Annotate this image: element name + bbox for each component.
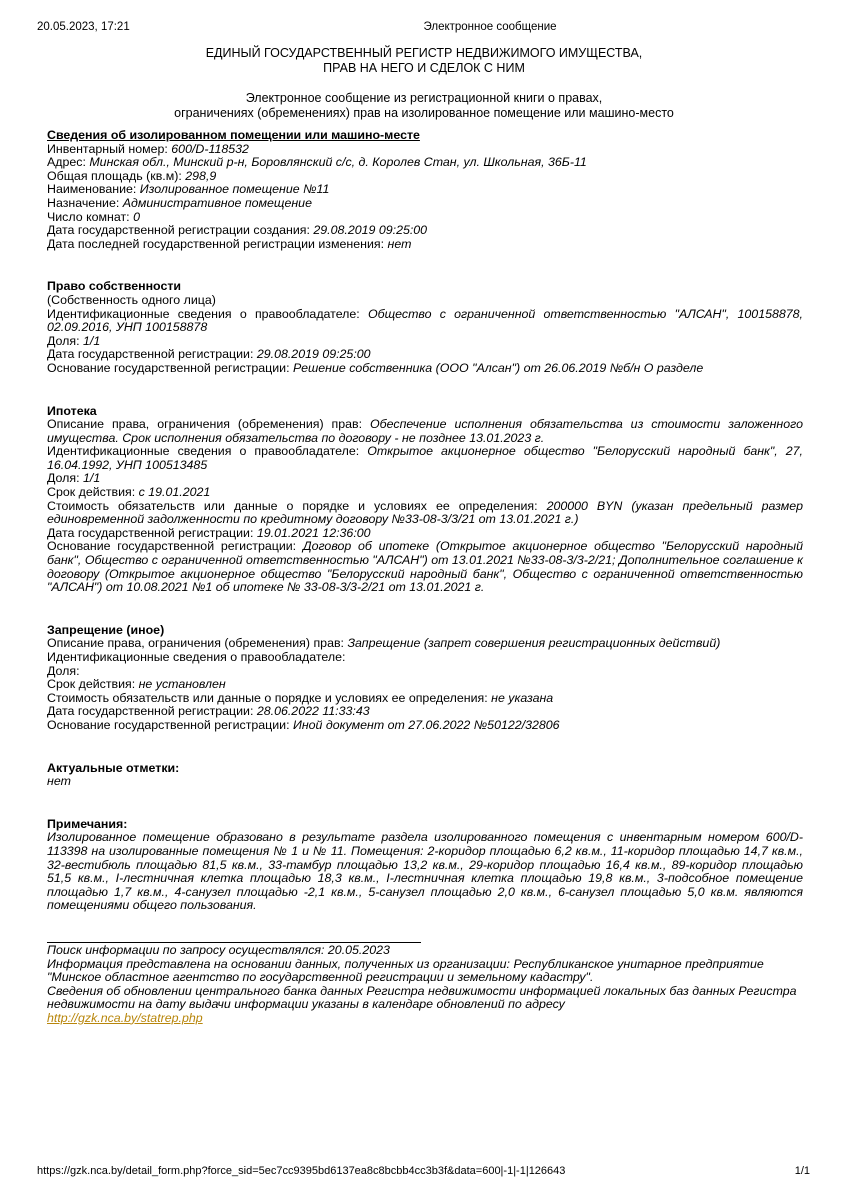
ownership-share-value: 1/1: [82, 333, 101, 348]
mortgage-reg-row: Дата государственной регистрации: 19.01.2021 12:36:00: [47, 525, 371, 540]
prohibition-basis-value: Иной документ от 27.06.2022 №50122/32806: [292, 717, 560, 732]
ownership-share-row: Доля: 1/1: [47, 333, 101, 348]
name-value: Изолированное помещение №11: [139, 182, 330, 197]
mortgage-holder-row: Идентификационные сведения о правообладателе: Открытое акционерное общество "Белорусский народный банк", 27, 16.04.1992, УНП 100513485: [47, 444, 803, 472]
marks-value: нет: [47, 774, 71, 789]
address-row: Адрес: Минская обл., Минский р-н, Боровлянский с/с, д. Королев Стан, ул. Школьная, 36Б-11: [47, 155, 587, 170]
ownership-holder-value: Общество с ограниченной ответственностью "АЛСАН", 100158878, 02.09.2016, УНП 100158878: [47, 306, 803, 335]
marks-section-title: Актуальные отметки:: [47, 760, 180, 775]
mortgage-desc-row: Описание права, ограничения (обременения) прав: Обеспечение исполнения обязательства из стоимости заложенного имущества. Срок исполнения обязательства по договору - не позднее 13.01.2023 г.: [47, 417, 803, 445]
prohibition-section-title: Запрещение (иное): [47, 622, 165, 637]
notes-value: Изолированное помещение образовано в результате раздела изолированного помещения с инвентарным номером 600/D-113398 на изолированные помещения № 1 и № 11. Помещения: 2-коридор площадью 6,2 кв.м., 11-коридор площадью 14,7 кв.м., 32-вестибюль площадью 81,5 кв.м., 33-тамбур площадью 13,2 кв.м., 29-коридор площадью 16,4 кв.м., 89-коридор площадью 51,5 кв.м., I-лестничная клетка площадью 18,3 кв.м., I-лестничная клетка площадью 19,8 кв.м., 3-подсобное помещение площадью 1,7 кв.м., 4-санузел площадью -2,1 кв.м., 5-санузел площадью 2,0 кв.м., 6-санузел площадью 5,0 кв.м. являются помещениями общего пользования.: [47, 830, 803, 913]
page-number: 1/1: [794, 1165, 810, 1177]
print-datetime: 20.05.2023, 17:21: [37, 21, 130, 33]
prohibition-reg-value: 28.06.2022 11:33:43: [256, 704, 370, 719]
prohibition-reg-row: Дата государственной регистрации: 28.06.2022 11:33:43: [47, 704, 370, 719]
update-calendar-link[interactable]: http://gzk.nca.by/statrep.php: [47, 1010, 203, 1025]
document-body: [47, 129, 803, 1025]
object-section: [47, 129, 803, 251]
marks-section: [47, 762, 803, 789]
heading-line-2: ПРАВ НА НЕГО И СДЕЛОК С НИМ: [323, 61, 525, 75]
mortgage-cost-value: 200000 BYN (указан предельный размер единовременной задолженности по кредитному договору №33-08-3/3/21 от 13.01.2021 г.): [47, 498, 803, 527]
changed-date-row: Дата последней государственной регистрации изменения: нет: [47, 236, 412, 251]
ownership-reg-value: 29.08.2019 09:25:00: [256, 347, 371, 362]
document-heading: [0, 46, 848, 121]
address-value: Минская обл., Минский р-н, Боровлянский с/с, д. Королев Стан, ул. Школьная, 36Б-11: [89, 155, 587, 170]
rooms-row: Число комнат: 0: [47, 209, 140, 224]
prohibition-cost-row: Стоимость обязательств или данные о порядке и условиях ее определения: не указана: [47, 690, 554, 705]
ownership-basis-row: Основание государственной регистрации: Решение собственника (ООО "Алсан") от 26.06.2019 №б/н О разделе: [47, 360, 704, 375]
prohibition-term-value: не установлен: [138, 677, 226, 692]
area-value: 298,9: [185, 168, 217, 183]
mortgage-desc-value: Обеспечение исполнения обязательства из стоимости заложенного имущества. Срок исполнения обязательства по договору - не позднее 13.01.2023 г.: [47, 417, 803, 445]
mortgage-basis-value: Договор об ипотеке (Открытое акционерное общество "Белорусский народный банк", Общество с ограниченной ответственностью "АЛСАН") от 13.01.2021 №33-08-3/3-2/21; Дополнительное соглашение к договору (Открытое акционерное общество "Белорусский народный банк", Общество с ограниченной ответственностью "АЛСАН") от 10.08.2021 №1 об ипотеке № 33-08-3/3-2/21 от 13.01.2021 г.: [47, 539, 804, 595]
prohibition-desc-row: Описание права, ограничения (обременения) прав: Запрещение (запрет совершения регистрационных действий): [47, 636, 721, 651]
mortgage-term-value: с 19.01.2021: [138, 485, 211, 500]
ownership-kind: (Собственность одного лица): [47, 292, 216, 307]
mortgage-share-row: Доля: 1/1: [47, 471, 101, 486]
object-section-title: Сведения об изолированном помещении или машино-месте: [47, 128, 420, 142]
created-date-value: 29.08.2019 09:25:00: [313, 223, 428, 238]
prohibition-basis-row: Основание государственной регистрации: Иной документ от 27.06.2022 №50122/32806: [47, 717, 560, 732]
ownership-holder-row: Идентификационные сведения о правообладателе: Общество с ограниченной ответственностью "АЛСАН", 100158878, 02.09.2016, УНП 100158878: [47, 306, 803, 335]
mortgage-section: [47, 405, 803, 595]
prohibition-desc-value: Запрещение (запрет совершения регистрационных действий): [347, 636, 721, 651]
purpose-value: Административное помещение: [122, 195, 312, 210]
mortgage-cost-row: Стоимость обязательств или данные о порядке и условиях ее определения: 200000 BYN (указан предельный размер единовременной задолженности по кредитному договору №33-08-3/3/21 от 13.01.2021 г.): [47, 498, 803, 527]
purpose-row: Назначение: Административное помещение: [47, 195, 312, 210]
prohibition-cost-value: не указана: [491, 690, 554, 705]
changed-date-value: нет: [387, 236, 412, 251]
prohibition-holder-row: Идентификационные сведения о правообладателе:: [47, 650, 346, 664]
ownership-reg-row: Дата государственной регистрации: 29.08.2019 09:25:00: [47, 347, 371, 362]
heading-line-1: ЕДИНЫЙ ГОСУДАРСТВЕННЫЙ РЕГИСТР НЕДВИЖИМОГО ИМУЩЕСТВА,: [205, 46, 643, 60]
mortgage-term-row: Срок действия: с 19.01.2021: [47, 485, 211, 500]
notes-section: [47, 818, 803, 913]
inventory-number-row: Инвентарный номер: 600/D-118532: [47, 141, 249, 156]
print-title: Электронное сообщение: [423, 21, 557, 33]
mortgage-section-title: Ипотека: [47, 403, 97, 418]
ownership-section-title: Право собственности: [47, 279, 182, 294]
rooms-value: 0: [133, 209, 140, 224]
mortgage-reg-value: 19.01.2021 12:36:00: [256, 525, 371, 540]
inventory-number-value: 600/D-118532: [171, 141, 249, 156]
subheading-line-1: Электронное сообщение из регистрационной книги о правах,: [245, 91, 603, 105]
page-url: https://gzk.nca.by/detail_form.php?force_sid=5ec7cc9395bd6137ea8c8bcbb4cc3b3f&data=600|-1|-1|126643: [37, 1165, 566, 1177]
notes-section-title: Примечания:: [47, 816, 128, 831]
mortgage-basis-row: Основание государственной регистрации: Договор об ипотеке (Открытое акционерное общество "Белорусский народный банк", Общество с ограниченной ответственностью "АЛСАН") от 13.01.2021 №33-08-3/3-2/21; Дополнительное соглашение к договору (Открытое акционерное общество "Белорусский народный банк", Общество с ограниченной ответственностью "АЛСАН") от 10.08.2021 №1 об ипотеке № 33-08-3/3-2/21 от 13.01.2021 г.: [47, 539, 804, 595]
name-row: Наименование: Изолированное помещение №11: [47, 182, 330, 197]
footnote-source: Информация представлена на основании данных, полученных из организации: Республиканское унитарное предприятие "Минское областное агентство по государственной регистрации и земельному кадастру".: [47, 956, 764, 985]
subheading-line-2: ограничениях (обременениях) прав на изолированное помещение или машино-место: [174, 106, 674, 120]
ownership-section: [47, 280, 803, 375]
ownership-basis-value: Решение собственника (ООО "Алсан") от 26.06.2019 №б/н О разделе: [292, 360, 704, 375]
footnote-search: Поиск информации по запросу осуществлялся: 20.05.2023: [47, 942, 390, 957]
mortgage-holder-value: Открытое акционерное общество "Белорусский народный банк", 27, 16.04.1992, УНП 100513485: [47, 444, 803, 472]
footnote-update: Сведения об обновлении центрального банка данных Регистра недвижимости информацией локальных баз данных Регистра недвижимости на дату выдачи информации указаны в календаре обновлений по адресу: [47, 983, 797, 1012]
prohibition-section: [47, 624, 803, 733]
prohibition-share-row: Доля:: [47, 663, 80, 678]
area-row: Общая площадь (кв.м): 298,9: [47, 168, 217, 183]
mortgage-share-value: 1/1: [82, 471, 101, 486]
footnote-section: [47, 944, 803, 1026]
prohibition-term-row: Срок действия: не установлен: [47, 677, 226, 692]
created-date-row: Дата государственной регистрации создания: 29.08.2019 09:25:00: [47, 223, 428, 238]
